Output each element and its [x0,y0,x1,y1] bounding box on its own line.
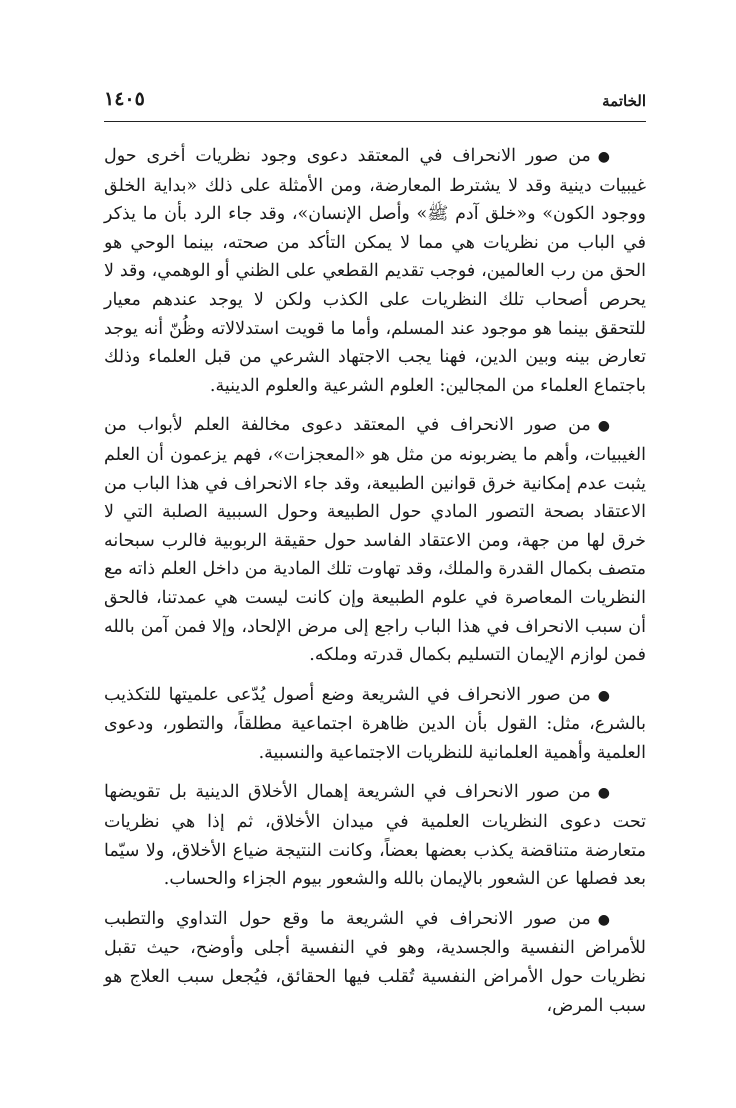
paragraph-text: من صور الانحراف في الشريعة ما وقع حول التداوي والتطبب للأمراض النفسية والجسدية، وهو في النفسية أجلى وأوضح، حيث تقبل نظريات حول الأمراض النفسية تُقلب فيها الحقائق، فيُجعل سبب العلاج هو سبب المرض، [104,908,646,1016]
paragraph [104,778,646,893]
bullet-icon: ● [597,687,610,704]
bullet-icon: ● [597,149,610,165]
paragraph [104,411,646,669]
paragraph [104,142,646,400]
bullet-icon: ● [597,418,610,435]
body-text [104,142,646,1031]
bullet-icon: ● [597,785,610,802]
paragraph-text: من صور الانحراف في المعتقد دعوى وجود نظريات أخرى حول غيبيات دينية وقد لا يشترط المعارضة، ومن الأمثلة على ذلك «بداية الخلق ووجود الكون» و«خلق آدم ﷺ» وأصل الإنسان»، وقد جاء الرد بأن ما يذكر في الباب من نظريات هي مما لا يمكن التأكد من صحته، بينما الوحي هو الحق من رب العالمين، فوجب تقديم القطعي على الظني أو الوهمي، وقد لا يحرص أصحاب تلك النظريات على الكذب ولكن لا يوجد عندهم معيار للتحقق بينما هو موجود عند المسلم، وأما ما قويت استدلالاته وظُنّ أنه يوجد تعارض بينه وبين الدين، فهنا يجب الاجتهاد الشرعي من قبل العلماء وذلك باجتماع العلماء من المجالين: العلوم الشرعية والعلوم الدينية. [104,146,646,396]
bullet-icon: ● [597,911,610,928]
paragraph-text: من صور الانحراف في المعتقد دعوى مخالفة العلم لأبواب من الغيبيات، وأهم ما يضربونه من مثل هو «المعجزات»، فهم يزعمون أن العلم يثبت عدم إمكانية خرق قوانين الطبيعة، وقد جاء الانحراف في هذا الباب من الاعتقاد بصحة التصور المادي حول الطبيعة وحول السببية الصلبة التي لا خرق لها من جهة، ومن الاعتقاد الفاسد حول حقيقة الربوبية فالرب سبحانه متصف بكمال القدرة والملك، وقد تهاوت تلك المادية من داخل العلم ذاته مع النظريات المعاصرة في علوم الطبيعة وإن كانت ليست هي عمدتنا، فالحق أن سبب الانحراف في هذا الباب راجع إلى مرض الإلحاد، وإلا فمن آمن بالله فمن لوازم الإيمان التسليم بكمال قدرته وملكه. [104,415,646,666]
paragraph [104,681,646,768]
chapter-title: الخاتمة [602,92,646,110]
running-header [104,86,646,116]
paragraph-text: من صور الانحراف في الشريعة وضع أصول يُدّعى علميتها للتكذيب بالشرع، مثل: القول بأن الدين ظاهرة اجتماعية مطلقاً، والتطور، ودعوى العلمية وأهمية العلمانية للنظريات الاجتماعية والنسبية. [104,684,646,763]
page-number: ١٤٠٥ [104,88,145,110]
header-rule [104,121,646,122]
paragraph-text: من صور الانحراف في الشريعة إهمال الأخلاق الدينية بل تقويضها تحت دعوى النظريات العلمية في ميدان الأخلاق، ثم إذا هي نظريات متعارضة متناقضة يكذب بعضها بعضاً، وكانت النتيجة ضياع الأخلاق، ولا سيّما بعد فصلها عن الشعور بالإيمان بالله والشعور بيوم الجزاء والحساب. [104,782,646,890]
paragraph [104,905,646,1020]
